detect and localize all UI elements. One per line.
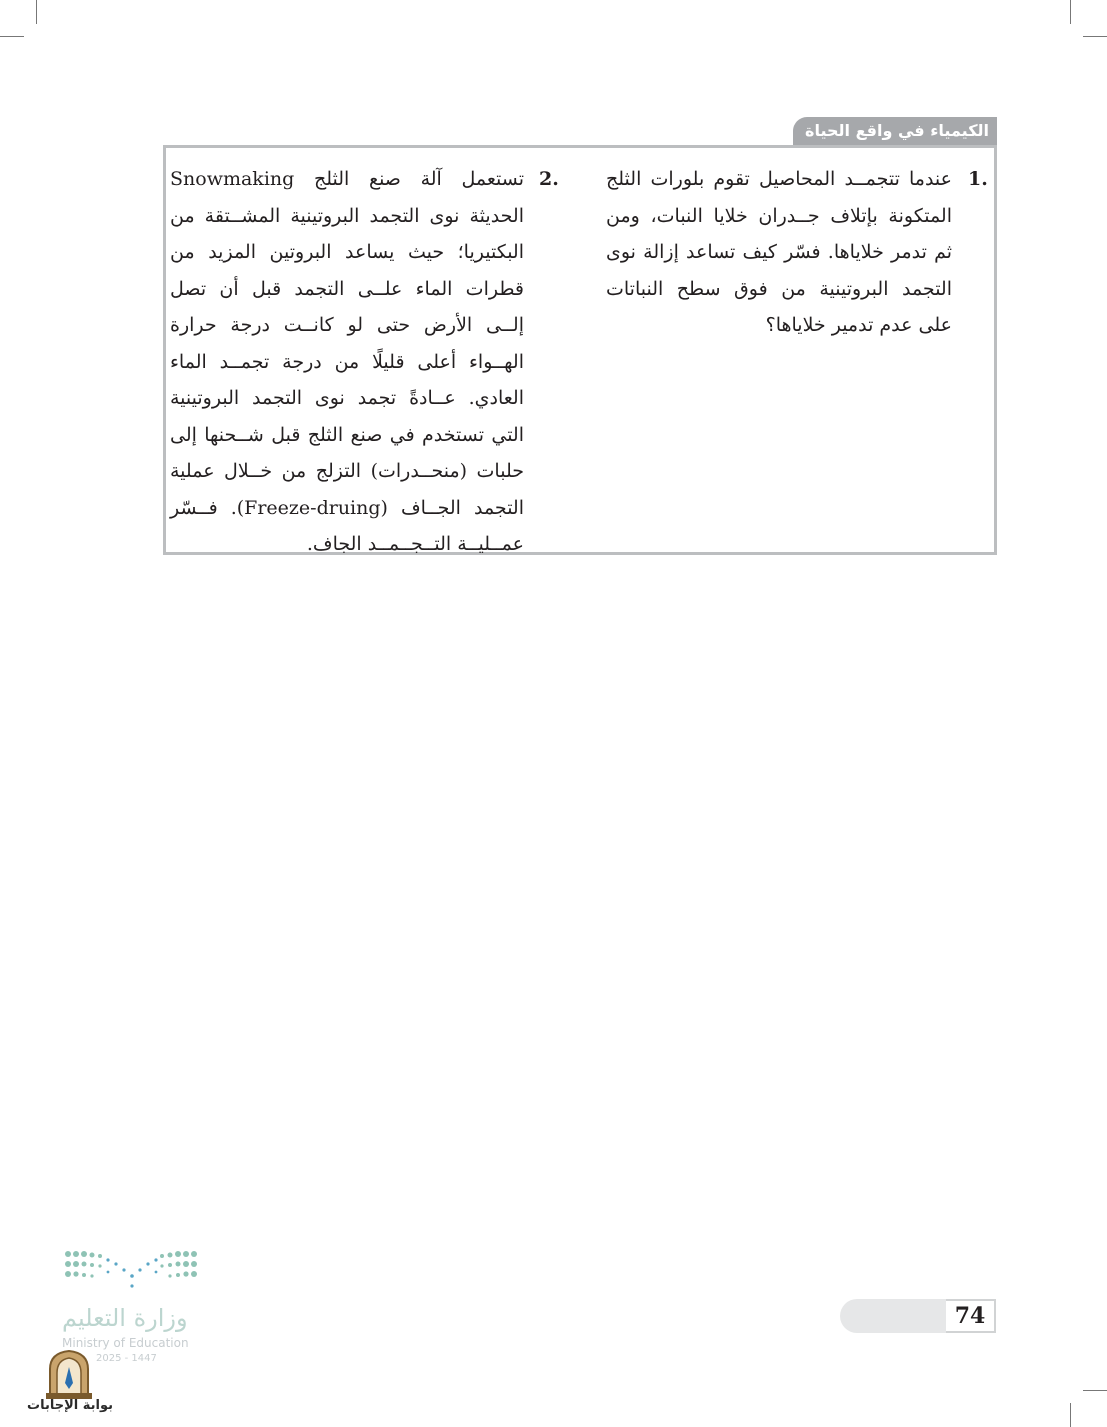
question-number: 1.: [968, 168, 988, 190]
ministry-name-english: Ministry of Education: [62, 1336, 189, 1350]
section-header: الكيمياء في واقع الحياة: [793, 117, 997, 145]
crop-mark: [1070, 0, 1071, 24]
crop-mark: [0, 36, 24, 37]
question-text: عندما تتجمــد المحاصيل تقوم بلورات الثلج المتكونة بإتلاف جــدران خلايا النبات، ومن ثم تدمر خلاياها. فسّر كيف تساعد إزالة نوى التجمد البروتينية من فوق سطح النباتات على عدم تدمير خلاياها؟: [606, 168, 952, 336]
ministry-year: 2025 - 1447: [96, 1353, 157, 1364]
crop-mark: [1070, 1403, 1071, 1427]
gate-icon: [46, 1349, 92, 1399]
crop-mark: [36, 0, 37, 24]
ministry-logo-icon: [62, 1248, 202, 1294]
watermark-label: بوابة الإجابات: [27, 1398, 113, 1413]
question-text: تستعمل آلة صنع الثلج Snowmaking الحديثة نوى التجمد البروتينية المشــتقة من البكتيريا؛ حيث يساعد البروتين المزيد من قطرات الماء علــى التجمد قبل أن تصل إلــى الأرض حتى لو كانــت درجة حرارة الهــواء أعلى قليلًا من درجة تجمــد الماء العادي. عــادةً تجمد نوى التجمد البروتينية التي تستخدم في صنع الثلج قبل شــحنها إلى حلبات (منحــدرات) التزلج من خــلال عملية التجمد الجــاف (Freeze-druing). فــسّر عمــليــة التــجــمــد الجاف.: [170, 168, 524, 555]
question-number: 2.: [539, 168, 559, 190]
page-number: 74: [946, 1299, 996, 1333]
ministry-name-arabic: وزارة التعليم: [62, 1304, 188, 1332]
crop-mark: [1083, 36, 1107, 37]
crop-mark: [1083, 1390, 1107, 1391]
